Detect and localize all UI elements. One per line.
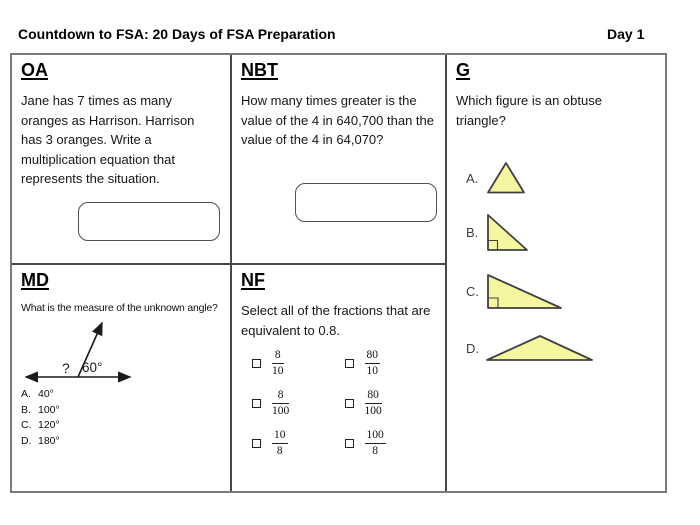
checkbox-icon[interactable]	[252, 359, 261, 368]
oa-answer-box[interactable]	[78, 202, 220, 241]
fraction-numerator: 80	[365, 390, 382, 404]
nbt-question: How many times greater is the value of the 4 in 640,700 than the value of the 4 in 64,070?	[241, 93, 434, 147]
checkbox-icon[interactable]	[252, 439, 261, 448]
right-triangle-icon	[485, 212, 529, 253]
fraction-8-10	[272, 350, 284, 377]
known-angle-label: 60°	[82, 360, 103, 375]
md-choice-a-value: 40°	[38, 388, 54, 400]
angle-diagram	[20, 315, 138, 385]
checkbox-icon[interactable]	[345, 359, 354, 368]
md-choice-d-letter: D.	[21, 434, 32, 447]
checkbox-icon[interactable]	[345, 439, 354, 448]
fraction-numerator: 10	[272, 430, 288, 444]
cell-nf	[232, 265, 447, 491]
nf-options	[239, 350, 437, 457]
fraction-denominator: 8	[276, 444, 283, 457]
fraction-80-100	[365, 390, 382, 417]
obtuse-triangle-icon	[485, 333, 594, 363]
fraction-numerator: 8	[272, 390, 289, 404]
acute-triangle-icon	[485, 160, 526, 196]
nf-row-1	[252, 350, 437, 377]
fraction-80-10	[365, 350, 381, 377]
g-option-a[interactable]	[466, 160, 657, 196]
nbt-answer-box[interactable]	[295, 183, 437, 222]
cell-g	[447, 55, 665, 491]
nf-heading: NF	[241, 270, 265, 290]
nf-question: Select all of the fractions that are equivalent to 0.8.	[241, 303, 431, 338]
nf-option-10-8[interactable]	[252, 430, 345, 457]
g-option-c-label: C.	[466, 284, 479, 299]
cell-md	[12, 265, 232, 491]
fraction-denominator: 10	[366, 364, 378, 377]
md-choice-b[interactable]	[21, 403, 222, 419]
g-option-c[interactable]	[466, 272, 657, 311]
g-option-d[interactable]	[466, 333, 657, 363]
g-option-d-label: D.	[466, 340, 479, 356]
nf-option-80-100[interactable]	[345, 390, 438, 417]
md-choices	[21, 387, 222, 449]
md-choice-d-value: 180°	[38, 434, 60, 447]
md-choice-d[interactable]	[21, 434, 222, 450]
g-option-b[interactable]	[466, 212, 657, 253]
md-choice-b-value: 100°	[38, 403, 60, 416]
worksheet-title: Countdown to FSA: 20 Days of FSA Preparation	[18, 26, 336, 42]
fraction-10-8	[272, 430, 288, 457]
g-option-a-label: A.	[466, 170, 479, 186]
md-heading: MD	[21, 270, 49, 290]
checkbox-icon[interactable]	[252, 399, 261, 408]
checkbox-icon[interactable]	[345, 399, 354, 408]
nf-option-8-10[interactable]	[252, 350, 345, 377]
oa-heading: OA	[21, 60, 48, 80]
fraction-numerator: 100	[365, 430, 386, 444]
g-heading: G	[456, 60, 471, 80]
fraction-numerator: 8	[272, 350, 284, 364]
fraction-denominator: 10	[272, 364, 284, 377]
cell-oa	[12, 55, 232, 265]
fraction-denominator: 100	[272, 404, 290, 417]
fraction-8-100	[272, 390, 289, 417]
g-option-b-label: B.	[466, 225, 479, 240]
nbt-heading: NBT	[241, 60, 278, 80]
right-triangle-wide-icon	[485, 272, 564, 311]
day-label: Day 1	[607, 26, 645, 42]
md-choice-a-letter: A.	[21, 388, 31, 400]
cell-nbt	[232, 55, 447, 265]
fraction-100-8	[365, 430, 386, 457]
oa-question: Jane has 7 times as many oranges as Harrison. Harrison has 3 oranges. Write a multiplication equation that represents the situation.	[21, 93, 195, 186]
nf-row-3	[252, 430, 437, 457]
md-choice-c[interactable]	[21, 418, 222, 434]
md-choice-c-letter: C.	[21, 419, 32, 431]
g-question: Which figure is an obtuse triangle?	[456, 93, 602, 128]
nf-row-2	[252, 390, 437, 417]
md-choice-b-letter: B.	[21, 403, 31, 416]
nf-option-8-100[interactable]	[252, 390, 345, 417]
fraction-numerator: 80	[365, 350, 381, 364]
md-question: What is the measure of the unknown angle?	[21, 302, 218, 314]
md-choice-c-value: 120°	[38, 419, 60, 431]
unknown-angle-label: ?	[62, 360, 70, 376]
worksheet-grid	[10, 53, 667, 493]
nf-option-100-8[interactable]	[345, 430, 438, 457]
md-choice-a[interactable]	[21, 387, 222, 403]
fraction-denominator: 100	[364, 404, 382, 417]
fraction-denominator: 8	[372, 444, 378, 457]
nf-option-80-10[interactable]	[345, 350, 438, 377]
